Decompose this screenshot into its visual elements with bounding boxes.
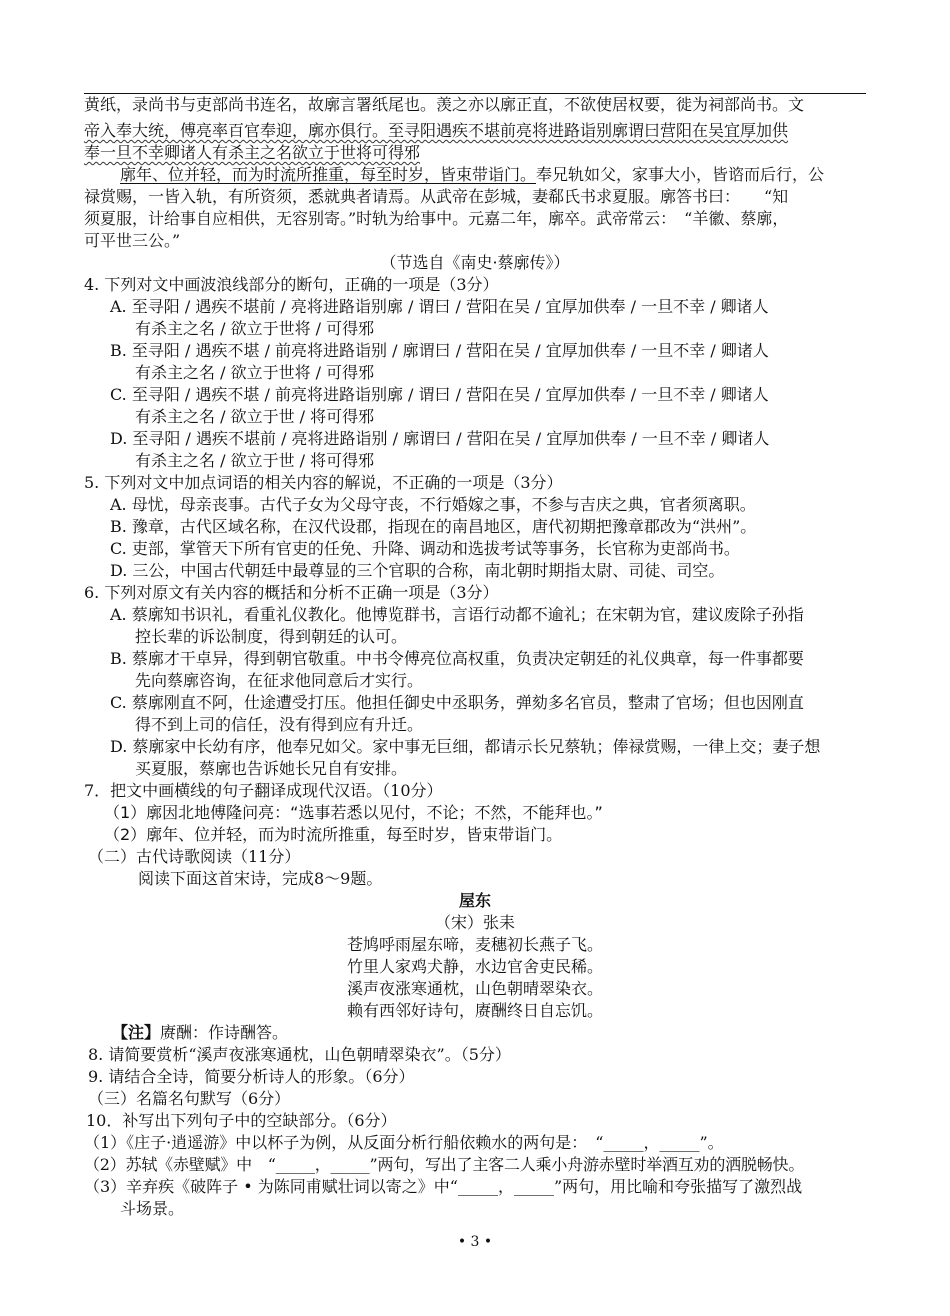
poem-line-4: 赖有西邻好诗句，赓酬终日自忘饥。: [346, 1001, 603, 1020]
q6-option-d: D. 蔡廓家中长幼有序，他奉兄如父。家中事无巨细，都请示长兄蔡轨；俸禄赏赐，一律上交；妻子想: [110, 737, 821, 756]
passage-line-1: 黄纸，录尚书与吏部尚书连名，故廓言署纸尾也。羡之亦以廓正直，不欲使居权要，徙为祠部尚书。文: [84, 95, 805, 114]
passage-line-2: 帝入奉大统，傅亮率百官奉迎，廓亦俱行。至寻阳遇疾不堪前亮将进路诣别廓谓曰营阳在吴宜厚加供: [84, 121, 789, 140]
poem-line-1: 苍鸠呼雨屋东啼，麦穗初长燕子飞。: [346, 935, 603, 954]
q6-option-a-cont: 控长辈的诉讼制度，得到朝廷的认可。: [135, 627, 408, 646]
q4-option-b: B. 至寻阳 / 遇疾不堪 / 前亮将进路诣别 / 廓谓曰 / 营阳在吴 / 宜厚加供奉 / 一旦不幸 / 卿诸人: [110, 341, 769, 360]
q7-sentence-2: （2）廓年、位并轻，而为时流所推重，每至时岁，皆束带诣门。: [104, 825, 563, 844]
poem-author: （宋）张耒: [434, 913, 515, 932]
q4-option-a: A. 至寻阳 / 遇疾不堪前 / 亮将进路诣别廓 / 谓曰 / 营阳在吴 / 宜厚加供奉 / 一旦不幸 / 卿诸人: [110, 297, 769, 316]
poem-line-3: 溪声夜涨寒通枕，山色朝晴翠染衣。: [346, 979, 603, 998]
q10-item-3-cont: 斗场景。: [120, 1199, 185, 1218]
q7-sentence-1: （1）廓因北地傅隆问亮：“选事若悉以见付，不论；不然，不能拜也。”: [104, 803, 603, 822]
q5-option-a: A. 母忧，母亲丧事。古代子女为父母守丧，不行婚嫁之事，不参与吉庆之典，官者须离职。: [110, 495, 756, 514]
q6-option-d-cont: 买夏服，蔡廓也告诉她长兄自有安排。: [135, 759, 408, 778]
passage-line-3: 奉一旦不幸卿诸人有杀主之名欲立于世将可得邪: [84, 143, 421, 162]
page-number: • 3 •: [457, 1234, 493, 1250]
q6-option-a: A. 蔡廓知书识礼，看重礼仪教化。他博览群书，言语行动都不逾礼；在宋朝为官，建议废除子孙指: [110, 605, 804, 624]
q6-stem: 6. 下列对原文有关内容的概括和分析不正确一项是（3分）: [84, 583, 499, 602]
q6-option-b-cont: 先向蔡廓咨询，在征求他同意后才实行。: [135, 671, 424, 690]
poetry-section-heading: （二）古代诗歌阅读（11分）: [88, 847, 301, 866]
q4-option-d-cont: 有杀主之名 / 欲立于世 / 将可得邪: [135, 451, 375, 470]
q6-option-b: B. 蔡廓才干卓异，得到朝官敬重。中书令傅亮位高权重，负责决定朝廷的礼仪典章，每一件事都要: [110, 649, 804, 668]
q4-option-a-cont: 有杀主之名 / 欲立于世将 / 可得邪: [135, 319, 375, 338]
q4-option-b-cont: 有杀主之名 / 欲立于世将 / 可得邪: [135, 363, 375, 382]
poetry-intro: 阅读下面这首宋诗，完成8～9题。: [138, 869, 383, 888]
passage-line-4-rest: 奉兄轨如父，家事大小，皆谘而后行，公: [536, 165, 825, 184]
poem-note: [112, 1022, 902, 1044]
q10-stem: 10．补写出下列句子中的空缺部分。（6分）: [86, 1111, 397, 1130]
q4-option-c: C. 至寻阳 / 遇疾不堪 / 前亮将进路诣别廓 / 谓曰 / 营阳在吴 / 宜厚加供奉 / 一旦不幸 / 卿诸人: [110, 385, 769, 404]
q4-option-d: D. 至寻阳 / 遇疾不堪前 / 亮将进路诣别 / 廓谓曰 / 营阳在吴 / 宜厚加供奉 / 一旦不幸 / 卿诸人: [110, 429, 770, 448]
passage-line-7: 可平世三公。”: [84, 231, 181, 250]
q6-option-c: C. 蔡廓刚直不阿，仕途遭受打压。他担任御史中丞职务，弹劾多名官员，整肃了官场；但也因刚直: [110, 693, 804, 712]
q9-stem: 9. 请结合全诗，简要分析诗人的形象。（6分）: [88, 1067, 415, 1086]
poem-title: 屋东: [458, 891, 491, 910]
q5-option-c: C. 吏部，掌管天下所有官吏的任免、升降、调动和选拔考试等事务，长官称为吏部尚书。: [110, 539, 740, 558]
q6-option-c-cont: 得不到上司的信任，没有得到应有升迁。: [135, 715, 424, 734]
q4-stem: 4. 下列对文中画波浪线部分的断句，正确的一项是（3分）: [84, 275, 499, 294]
poem-line-2: 竹里人家鸡犬静，水边官舍吏民稀。: [346, 957, 603, 976]
poem-note-label: 【注】: [112, 1023, 161, 1042]
q5-option-b: B. 豫章，古代区域名称，在汉代设郡，指现在的南昌地区，唐代初期把豫章郡改为“洪州”。: [110, 517, 757, 536]
translation-sentence-underlined: 廓年、位并轻，而为时流所推重，每至时岁，皆束带诣门。: [120, 165, 537, 184]
passage-line-4: [120, 164, 910, 186]
recite-section-heading: （三）名篇名句默写（6分）: [88, 1089, 291, 1108]
q4-option-c-cont: 有杀主之名 / 欲立于世 / 将可得邪: [135, 407, 375, 426]
q8-stem: 8. 请简要赏析“溪声夜涨寒通枕，山色朝晴翠染衣”。（5分）: [88, 1045, 511, 1064]
poem-note-text: 赓酬：作诗酬答。: [160, 1023, 289, 1042]
passage-line-6: 须夏服，计给事自应相供，无容别寄。”时轨为给事中。元嘉二年，廓卒。武帝常云： “羊徽、蔡廓，: [84, 209, 789, 228]
q5-option-d: D. 三公，中国古代朝廷中最尊显的三个官职的合称，南北朝时期指太尉、司徒、司空。: [110, 561, 725, 580]
q10-item-2: （2）苏轼《赤壁赋》中 “_____，_____”两句，写出了主客二人乘小舟游赤壁时举酒互劝的洒脱畅快。: [84, 1155, 805, 1174]
q10-item-3: （3）辛弃疾《破阵子 • 为陈同甫赋壮词以寄之》中“_____，_____”两句，用比喻和夸张描写了激烈战: [84, 1177, 803, 1196]
passage-line-5: 禄赏赐，一皆入轨，有所资须，悉就典者请焉。从武帝在彭城，妻郗氏书求夏服。廓答书曰： “知: [84, 187, 789, 206]
q7-stem: 7．把文中画横线的句子翻译成现代汉语。（10分）: [84, 781, 443, 800]
passage-source: （节选自《南史·蔡廓传》）: [380, 253, 570, 272]
q5-stem: 5. 下列对文中加点词语的相关内容的解说，不正确的一项是（3分）: [84, 473, 563, 492]
q10-item-1: （1）《庄子·逍遥游》中以杯子为例，从反面分析行船依赖水的两句是： “_____，_____”。: [84, 1133, 724, 1152]
